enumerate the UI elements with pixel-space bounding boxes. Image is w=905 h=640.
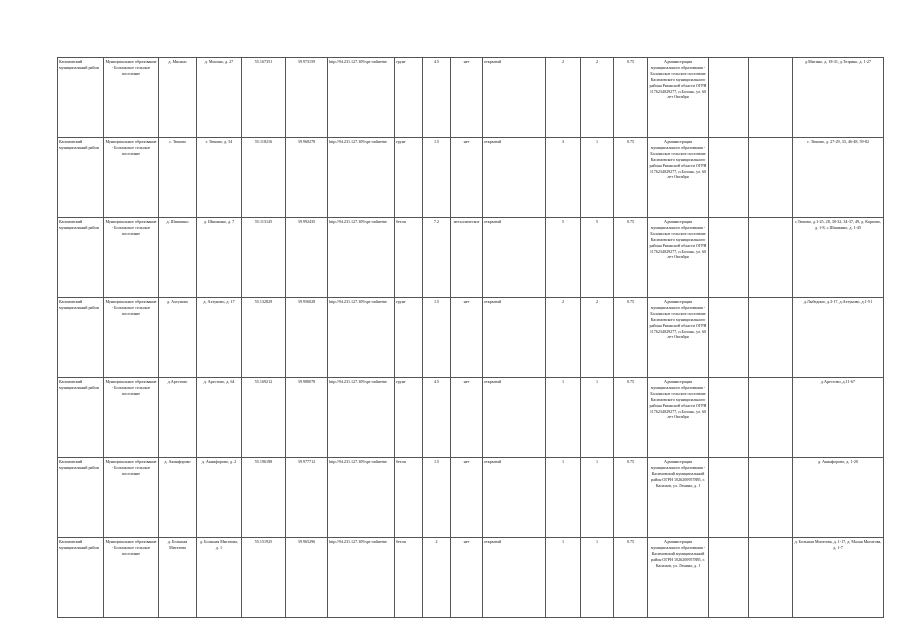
table-row <box>58 58 884 138</box>
empty-cell <box>749 298 793 378</box>
empty-cell <box>749 538 793 618</box>
containers-fact-cell: 2 <box>581 298 614 378</box>
address-cell: г. Тюково, д. 54 <box>197 138 242 218</box>
latitude-cell: 55.132829 <box>242 298 286 378</box>
longitude-cell: 39.965296 <box>286 538 328 618</box>
containers-plan-cell: 1 <box>546 378 581 458</box>
address-cell: д. Мисино, д. 27 <box>197 58 242 138</box>
empty-cell <box>749 138 793 218</box>
locality-cell: д.Арестово <box>159 378 197 458</box>
latitude-cell: 55.196188 <box>242 458 286 538</box>
surface-cell: грунт <box>395 378 423 458</box>
latitude-cell: 55.113145 <box>242 218 286 298</box>
volume-cell: 0.75 <box>614 138 648 218</box>
sources-cell: с. Тюково, д. 27-29, 33, 46-48, 59-82 <box>793 138 884 218</box>
owner-cell: Администрация муниципального образования - Болоньское сельское поселение Касимовского муниципального района Рязанской области ОГРН 1176234029277, п.Болонь, ул. 60 лет Октября <box>648 138 709 218</box>
empty-cell <box>749 218 793 298</box>
fence-cell: нет <box>451 538 483 618</box>
entity-cell: Муниципальное образование - Болоньское сельское поселение <box>104 218 159 298</box>
url-cell: http://94.231.127.109:spt-onlineine <box>328 58 395 138</box>
empty-cell <box>709 138 749 218</box>
address-cell: д. Ахтуново, д. 17 <box>197 298 242 378</box>
containers-fact-cell: 1 <box>581 458 614 538</box>
url-cell: http://94.231.127.109:spt-onlineine <box>328 218 395 298</box>
surface-cell: бетон <box>395 218 423 298</box>
containers-fact-cell: 1 <box>581 538 614 618</box>
table-row <box>58 378 884 458</box>
longitude-cell: 39.973159 <box>286 58 328 138</box>
area-cell: 1.5 <box>423 298 451 378</box>
area-cell: 4.5 <box>423 58 451 138</box>
owner-cell: Администрация муниципального образования - Болоньское сельское поселение Касимовского муниципального района Рязанской области ОГРН 1176234029277, п.Болонь, ул. 60 лет Октября <box>648 378 709 458</box>
volume-cell: 0.75 <box>614 538 648 618</box>
district-cell: Касимовский муниципальный район <box>58 458 104 538</box>
entity-cell: Муниципальное образование - Болоньское сельское поселение <box>104 458 159 538</box>
area-cell: 1.5 <box>423 138 451 218</box>
url-cell: http://94.231.127.109:spt-onlineine <box>328 138 395 218</box>
fence-cell: нет <box>451 458 483 538</box>
containers-fact-cell: 2 <box>581 58 614 138</box>
fence-cell: нет <box>451 138 483 218</box>
longitude-cell: 39.977712 <box>286 458 328 538</box>
table-body <box>58 58 884 618</box>
fence-cell: нет <box>451 298 483 378</box>
entity-cell: Муниципальное образование - Болоньское сельское поселение <box>104 138 159 218</box>
sources-cell: д.Арестово, д.11-67 <box>793 378 884 458</box>
locality-cell: с. Тюково <box>159 138 197 218</box>
empty-cell <box>709 458 749 538</box>
containers-plan-cell: 1 <box>546 458 581 538</box>
containers-plan-cell: 1 <box>546 538 581 618</box>
site-type-cell: открытый <box>483 538 546 618</box>
longitude-cell: 39.956028 <box>286 298 328 378</box>
url-cell: http://94.231.127.109:spt-onlineine <box>328 298 395 378</box>
district-cell: Касимовский муниципальный район <box>58 58 104 138</box>
surface-cell: грунт <box>395 58 423 138</box>
longitude-cell: 39.992435 <box>286 218 328 298</box>
volume-cell: 0.75 <box>614 378 648 458</box>
locality-cell: д. Ахтуново <box>159 298 197 378</box>
table-row <box>58 538 884 618</box>
volume-cell: 0.75 <box>614 298 648 378</box>
address-cell: д. Большая Мигатова, д. 1 <box>197 538 242 618</box>
latitude-cell: 55.167351 <box>242 58 286 138</box>
sources-cell: д.Лыбедино, д.3-17, д.Ахтуново, д.1-51 <box>793 298 884 378</box>
containers-fact-cell: 1 <box>581 378 614 458</box>
site-type-cell: открытый <box>483 298 546 378</box>
entity-cell: Муниципальное образование - Болоньское сельское поселение <box>104 378 159 458</box>
empty-cell <box>709 378 749 458</box>
empty-cell <box>709 218 749 298</box>
site-type-cell: открытый <box>483 218 546 298</box>
url-cell: http://94.231.127.109:spt-onlineine <box>328 378 395 458</box>
area-cell: 7.2 <box>423 218 451 298</box>
entity-cell: Муниципальное образование - Болоньское сельское поселение <box>104 58 159 138</box>
empty-cell <box>749 378 793 458</box>
empty-cell <box>749 458 793 538</box>
surface-cell: грунт <box>395 138 423 218</box>
entity-cell: Муниципальное образование - Болоньское сельское поселение <box>104 298 159 378</box>
locality-cell: д. Большая Мигатова <box>159 538 197 618</box>
site-type-cell: открытый <box>483 58 546 138</box>
owner-cell: Администрация муниципального образования - Болоньское сельское поселение Касимовского муниципального района Рязанской области ОГРН 1176234029277, п.Болонь, ул. 60 лет Октября <box>648 298 709 378</box>
sources-cell: с.Тюково, д.1-25, 28, 30-32, 34-37, 49, д. Карпово, д. 1-8, с.Шишкино, д. 1-45 <box>793 218 884 298</box>
containers-plan-cell: 5 <box>546 218 581 298</box>
surface-cell: грунт <box>395 298 423 378</box>
table-row <box>58 458 884 538</box>
sources-cell: д.Мисино, д. 18-31, д.Тезрино, д. 1-27 <box>793 58 884 138</box>
empty-cell <box>709 298 749 378</box>
district-cell: Касимовский муниципальный район <box>58 378 104 458</box>
longitude-cell: 39.968278 <box>286 138 328 218</box>
area-cell: 4.5 <box>423 378 451 458</box>
owner-cell: Администрация муниципального образования - Болоньское сельское поселение Касимовского муниципального района Рязанской области ОГРН 1176234029277, п.Болонь, ул. 60 лет Октября <box>648 218 709 298</box>
containers-fact-cell: 1 <box>581 138 614 218</box>
surface-cell: бетон <box>395 458 423 538</box>
empty-cell <box>709 538 749 618</box>
waste-sites-table <box>57 57 884 618</box>
district-cell: Касимовский муниципальный район <box>58 138 104 218</box>
containers-plan-cell: 3 <box>546 138 581 218</box>
sources-cell: д. Большая Мигатова, д. 1-17, д. Малая Мигатова, д. 1-7 <box>793 538 884 618</box>
entity-cell: Муниципальное образование - Болоньское сельское поселение <box>104 538 159 618</box>
area-cell: 2 <box>423 538 451 618</box>
fence-cell: нет <box>451 378 483 458</box>
table-row <box>58 218 884 298</box>
district-cell: Касимовский муниципальный район <box>58 298 104 378</box>
owner-cell: Администрация муниципального образования - Касимовский муниципальный район ОГРН 1026200957885, г. Касимов, ул. Ленина, д. 1 <box>648 458 709 538</box>
area-cell: 1.5 <box>423 458 451 538</box>
table-row <box>58 138 884 218</box>
district-cell: Касимовский муниципальный район <box>58 538 104 618</box>
url-cell: http://94.231.127.109:spt-onlineine <box>328 458 395 538</box>
volume-cell: 0.75 <box>614 58 648 138</box>
site-type-cell: открытый <box>483 458 546 538</box>
locality-cell: д. Шишкино <box>159 218 197 298</box>
site-type-cell: открытый <box>483 378 546 458</box>
sources-cell: д. Акинфорово, д. 1-20 <box>793 458 884 538</box>
address-cell: д. Акинфорово, д. 2 <box>197 458 242 538</box>
site-type-cell: открытый <box>483 138 546 218</box>
district-cell: Касимовский муниципальный район <box>58 218 104 298</box>
surface-cell: бетон <box>395 538 423 618</box>
longitude-cell: 39.988078 <box>286 378 328 458</box>
table-row <box>58 298 884 378</box>
address-cell: д. Арестово, д. 64 <box>197 378 242 458</box>
fence-cell: нет <box>451 58 483 138</box>
address-cell: д. Шишкино, д. 7 <box>197 218 242 298</box>
url-cell: http://94.231.127.109:spt-onlineine <box>328 538 395 618</box>
owner-cell: Администрация муниципального образования - Касимовский муниципальный район ОГРН 1026200957885, г. Касимов, ул. Ленина, д. 1 <box>648 538 709 618</box>
containers-plan-cell: 2 <box>546 298 581 378</box>
empty-cell <box>749 58 793 138</box>
empty-cell <box>709 58 749 138</box>
owner-cell: Администрация муниципального образования - Болоньское сельское поселение Касимовского муниципального района Рязанской области ОГРН 1176234029277, п.Болонь, ул. 60 лет Октября <box>648 58 709 138</box>
volume-cell: 0.75 <box>614 218 648 298</box>
containers-fact-cell: 5 <box>581 218 614 298</box>
locality-cell: д. Акинфорово <box>159 458 197 538</box>
containers-plan-cell: 2 <box>546 58 581 138</box>
latitude-cell: 55.118216 <box>242 138 286 218</box>
volume-cell: 0.75 <box>614 458 648 538</box>
locality-cell: д. Мисино <box>159 58 197 138</box>
latitude-cell: 55.151925 <box>242 538 286 618</box>
latitude-cell: 55.169212 <box>242 378 286 458</box>
fence-cell: металлическое <box>451 218 483 298</box>
